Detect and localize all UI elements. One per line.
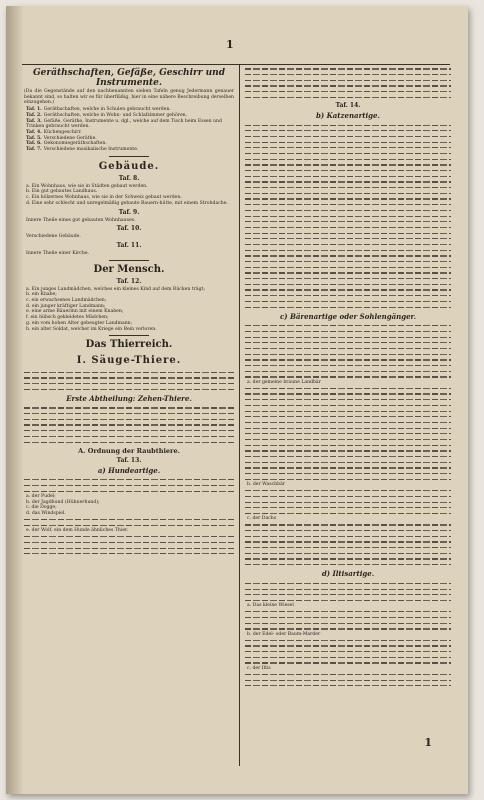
book-page (6, 6, 468, 794)
tafel-heading: Taf. 12. (116, 277, 142, 285)
heading-katzenartige: b) Katzenartige. (316, 111, 380, 121)
body-text-line (24, 386, 234, 392)
heading-hundeartige: a) Hundeartige. (97, 465, 161, 475)
list-item: a. der Pudel; (26, 493, 56, 499)
list-item: c. der Dachs (247, 516, 277, 522)
list-item: d. das Windspiel. (26, 511, 66, 517)
left-column (24, 66, 234, 786)
list-item: c. der Iltis (247, 665, 271, 671)
list-item: Innere Theile eines gut gebauten Wohnhauses. (26, 217, 136, 223)
tafel-heading: Taf. 11. (116, 241, 142, 249)
list-item: a. Ein Wohnhaus, wie sie in Städten gebaut werden. (26, 183, 148, 189)
header-rule (22, 64, 450, 65)
body-text-line (245, 660, 451, 666)
list-item: b. Ein gut gebautes Landhaus. (26, 189, 98, 195)
list-item: c. ein erwachsenes Landmädchen; (26, 298, 107, 304)
tafel-entry: Taf. 7. Verschiedene musikalische Instrumente. (26, 147, 139, 153)
list-item: b. der Edel- oder Baum-Marder (247, 631, 321, 637)
list-item: c. Ein hölzernes Wohnhaus, wie sie in der Schweiz gebaut werden. (26, 195, 182, 201)
list-item: h. ein alter Soldat, welcher im Kriege ein Bein verloren. (26, 326, 157, 332)
body-text-line (245, 304, 451, 310)
list-item: b. ein Knabe; (26, 292, 57, 298)
separator (109, 335, 149, 336)
body-text-line (245, 374, 451, 380)
heading-thierreich: Das Thierreich. (85, 339, 173, 351)
body-text-line (245, 511, 451, 517)
list-item: a. Ein junges Landmädchen, welches ein kleines Kind auf dem Rücken trägt; (26, 286, 205, 292)
list-item: d. ein junger kräftiger Landmann; (26, 303, 106, 309)
page-number-bottom: 1 (424, 736, 432, 750)
tafel-heading: Taf. 8. (118, 174, 140, 182)
tafel-entry: Taf. 5. Verschiedene Geräthe. (26, 135, 97, 141)
column-divider (239, 64, 240, 766)
tafel-entry: Taf. 4. Küchengeschirr. (26, 129, 82, 135)
body-text-line (24, 488, 234, 494)
tafel-heading: Taf. 13. (116, 456, 142, 464)
list-item: b. der Jagdhund (Hühnerhund); (26, 499, 100, 505)
list-item: a. der gemeine braune Landbär (247, 379, 321, 385)
heading-baerenartige: c) Bärenartige oder Sohlengänger. (279, 311, 417, 321)
tafel-heading: Taf. 9. (118, 208, 140, 216)
intro-paragraph: (Da die Gegenstände auf den nachbenannten sieben Tafeln genug Jedermann genauer bekannt sind, so halten wir es für überflüßig, hier in eine nähere Beschreibung derselben einzugehen.) (24, 89, 234, 106)
page-number-top: 1 (226, 38, 234, 51)
right-column (245, 66, 451, 786)
list-item: Innere Theile einer Kirche. (26, 250, 90, 256)
tafel-heading: Taf. 10. (116, 225, 142, 233)
tafel-entry: Taf. 3. Gefäße, Geräthe, Instrumente u. dgl., welche auf dem Tisch beim Essen und Trinken gebraucht werden. (26, 118, 222, 130)
heading-iltisartige: d) Iltisartige. (321, 569, 375, 579)
separator (109, 156, 149, 157)
heading-der-mensch: Der Mensch. (93, 263, 165, 275)
body-text-line (245, 94, 451, 100)
separator (109, 260, 149, 261)
body-text-line (245, 476, 451, 482)
list-item: b. der Waschbär (247, 482, 286, 488)
body-text-line (24, 551, 234, 557)
tafel-entry: Taf. 6. Oekonomiegeräthschaften. (26, 141, 107, 147)
list-item: d. Eine sehr schlecht und unregelmäßig gebaute Bauern-hütte, mit einem Strohdache. (26, 200, 228, 206)
list-item: c. die Dogge; (26, 505, 57, 511)
body-text-line (24, 522, 234, 528)
body-text-line (245, 626, 451, 632)
body-text-line (245, 562, 451, 568)
list-item: f. ein hübsch gekleidetes Mädchen; (26, 315, 109, 321)
heading-saeuge-thiere: I. Säuge-Thiere. (76, 355, 182, 367)
section-title-geraethschaften: Geräthschaften, Gefäße, Geschirr und Instrumente. (32, 68, 226, 88)
list-item: e. der Wolf, ein dem Hunde ähnliches Thier. (26, 528, 129, 534)
body-text-line (245, 597, 451, 603)
body-text-line (24, 439, 234, 445)
list-item: Verschiedene Gebäude. (26, 234, 81, 240)
heading-erste-abtheilung: Erste Abtheilung: Zehen-Thiere. (66, 394, 192, 404)
heading-ordnung-raubthiere: A. Ordnung der Raubthiere. (78, 446, 180, 455)
heading-gebaeude: Gebäude. (98, 160, 160, 172)
tafel-heading: Taf. 14. (335, 102, 361, 110)
tafel-entry: Taf. 1. Geräthschaften, welche in Schulen gebraucht werden. (26, 107, 171, 113)
list-item: a. Das kleine Wiesel (247, 603, 294, 609)
tafel-entry: Taf. 2. Geräthschaften, welche in Wohn- und Schlafzimmer gehören. (26, 112, 188, 118)
list-item: g. ein vom hohen Alter gebeugter Landmann; (26, 320, 133, 326)
list-item: e. eine arme Bäuerinn mit einem Knaben; (26, 309, 124, 315)
body-text-line (245, 683, 451, 689)
